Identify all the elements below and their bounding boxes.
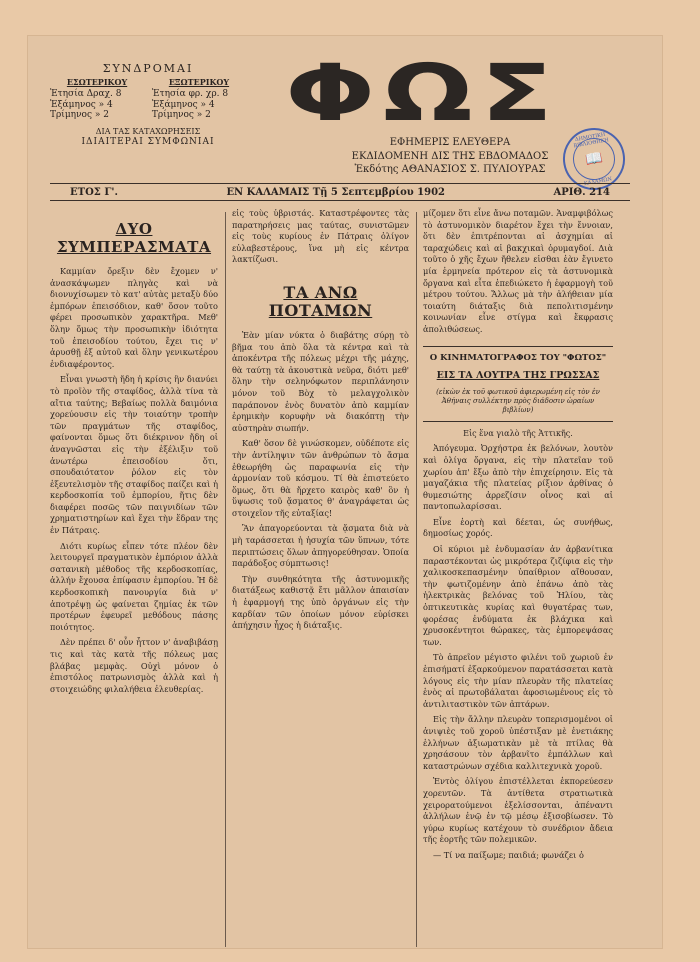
year-label: ΕΤΟΣ Γ'. [70, 186, 118, 198]
rate-row: Τρίμηνος » 2 [151, 110, 211, 121]
column-divider [225, 212, 226, 947]
rate-row: Τρίμηνος » 2 [50, 110, 109, 121]
rate-row: Ἐτησία φρ. χρ. 8 [151, 88, 229, 99]
section-heading: Ο ΚΙΝΗΜΑΤΟΓΡΑΦΟΣ ΤΟΥ "ΦΩΤΟΣ" [423, 346, 613, 365]
paragraph: Ἂν ἀπαγορεύονται τὰ ᾄσματα διὰ νὰ μὴ ταράσσεται ἡ ἡσυχία τῶν ὕπνων, τότε περιπτώσεις ὅλων ἀπηγορεύθησαν. Ὁποία παράδοξος σύμπτωσις! [232, 523, 409, 569]
publisher-line: Ἐκδότης ΑΘΑΝΑΣΙΟΣ Σ. ΠΥΛΙΟΥΡΑΣ [354, 164, 546, 175]
section-note: (εἰκὼν ἐκ τοῦ φωτικοῦ ἀφιερωμένη εἰς τὸν ἐν Ἀθήναις συλλέκτην πρὸς διάδοσιν ὡραίων βιβλίων) [436, 387, 600, 414]
paragraph: Εἶνε ἑορτὴ καὶ δέεται, ὡς συνήθως, δημοσίως χορός. [423, 516, 613, 539]
column-divider [416, 212, 417, 947]
paragraph: Εἰς τὴν ἄλλην πλευρὰν τοπερισμομένοι οἱ ἀνιψιὲς τοῦ χοροῦ ὑπέστιξαν μὲ ἐνετιάκης ἐλλήνων ἀξιωματικὰν μὲ τὰ πτίλας θὰ χρησάσουν τὸν ἀρβανῖτο ἐμπάλλων καὶ καταστρώνων σχέδια καλλιτεχνικὰ χοροῦ. [423, 714, 613, 771]
newspaper-title: ΦΩΣ [285, 49, 561, 139]
rate-row: Ἑξάμηνος » 4 [50, 99, 113, 110]
dateline [50, 183, 630, 201]
foreign-title: ΕΞΩΤΕΡΙΚΟΥ [168, 77, 230, 88]
rate-row: Ἑξάμηνος » 4 [151, 99, 215, 110]
paragraph: Καμμίαν ὄρεξιν δὲν ἔχομεν ν' ἀνασκάψωμεν πληγὰς καὶ νὰ διονυχίσωμεν τὸ κατ' αὐτὰς μεταξὺ δύο ἐμπόρων ἐπεισόδιον, καθ' ὅσον τοῦτο φέρει προσωπικὸν χαρακτῆρα. Μεθ' ὅλην ὅμως τὴν προσωπικὴν ἰδιότητα τοῦ ἐπεισοδίου τούτου, ἔχει τις ν' ἀρυσθῇ ἐξ αὐτοῦ καὶ ὅλην γενικωτέρου ἐνδιαφέροντος. [50, 266, 218, 369]
section-subheading: ΕΙΣ ΤΑ ΛΟΥΤΡΑ ΤΗΣ ΓΡΩΣΣΑΣ [436, 370, 600, 382]
paragraph: μίζομεν ὅτι εἶνε ἄνω ποταμῶν. Ἀναμφιβόλως τὸ ἀστυνομικὸν διαρέτον ἔχει τὴν ἔννοιαν, ὅτι δὲν ἐπιτρέπονται αἱ ἀσχημίαι αἱ ταραχώδεις καὶ αἱ βακχικαὶ ὀρυμαγδοί. Διὰ τοῦτο ὁ χῆς ἔχων ἤθελεν εἰσθαι ἐὰν ἔγινετο μία ἑρμηνεία πρότερον εἰς τὰ ἀστυνομικὰ ὄργανα καὶ εἶτα ἐπεδιώκετο ἡ ἐφαρμογὴ τοῦ μέτρου τούτου. Ἄλλως μὰ τὴν ἀλήθειαν μία τοιαύτη διάταξις διὰ πεπολιτισμένην κοινωνίαν εἶνε στίγμα καὶ ἔκφρασις ἀπολιθώσεως. [423, 208, 613, 334]
paragraph: Διότι κυρίως εἶπεν τότε πλέον δὲν λειτουργεῖ πραγματικὸν ἐμπόριον ἀλλὰ σατανικὴ μέθοδος τῆς κερδοσκοπίας, ἀλλήν ἔχουσα ἐπίφασιν ἐμπορίου. Ἡ δὲ κερδοσκοπικὴ πανουργία διὰ ν' ἀποτρέψῃ ὡς φαίνεται ζημίας ἐκ τῶν προτέρων ἐφευρεῖ μεθόδους πάσης ποιότητος. [50, 540, 218, 632]
divider [423, 421, 613, 422]
stamp-top-text: ΔΗΜΟΤΙΚΗ ΒΙΒΛΙΟΘΗΚΗ [573, 131, 610, 150]
newspaper-subtitle [330, 136, 570, 177]
issue-number: ΑΡΙΘ. 214 [553, 186, 610, 198]
article-title: ΔΥΟ ΣΥΜΠΕΡΑΣΜΑΤΑ [56, 220, 212, 256]
subscriptions-title: ΣΥΝΔΡΟΜΑΙ [102, 62, 194, 75]
subtitle-line-2: ΕΚΔΙΔΟΜΕΝΗ ΔΙΣ ΤΗΣ ΕΒΔΟΜΑΔΟΣ [351, 150, 549, 162]
subtitle-line-1: ΕΦΗΜΕΡΙΣ ΕΛΕΥΘΕΡΑ [389, 137, 511, 148]
ads-line-1: ΔΙΑ ΤΑΣ ΚΑΤΑΧΩΡΗΣΕΙΣ [95, 127, 201, 137]
paragraph: Οἱ κύριοι μὲ ἐνδυμασίαν ἀν ἀρβανίτικα παραστέκονται ὡς μικρότερα ζιζίφια εἰς τὴν χαλικοσκεπασμένην ὑπαίθριον αἴθουσαν, τὴν φωτιζομένην ἀπὸ ἐπάνω ἀπὸ τὰς ἠλεκτρικὰς βελόνας τοῦ Ἡλίου, τὰς ὀπτικευτικὰς κυρίας καὶ θυγατέρας των, φορέσας ἐνδύματα ἐκ βλάχικα καὶ χρυσοκέντητοι θώρακες, τὰς ἐμπορεψάσας των. [423, 544, 613, 647]
paragraph: — Τί να παίξωμε; παιδιά; φωνάζει ὁ [433, 849, 584, 860]
paragraph: εἰς τοὺς ὑβριστάς. Καταστρέφοντες τὰς παρατηρήσεις μας ταύτας, συνιστῶμεν εἰς τοὺς κυρίους ἐν Πάτραις ὀλίγον εὐλαβεστέρους, ἵνα μὴ εἰς κέντρα λακτίζωσι. [232, 208, 409, 265]
rate-row: Ἐτησία Δραχ. 8 [50, 88, 122, 99]
column-1 [50, 208, 218, 699]
paragraph: Τὴν συνθηκότητα τῆς ἀστυνομικῆς διατάξεως καθιστᾷ ἔτι μᾶλλον ἀπαισίαν ἡ ἐφαρμογή της ὑπὸ ὀργάνων εἰς τὴν καρδίαν τῶν ὁποίων μόνον εὑρίσκει ἀπήχησιν ἦχος ἡ διάταξις. [232, 573, 409, 631]
scene-heading: Εἰς ἕνα γιαλὸ τῆς Ἀττικῆς. [463, 428, 573, 438]
stamp-bottom-text: ΚΑΛΑΜΩΝ [583, 176, 613, 188]
paragraph: Ἐντὸς ὀλίγου ἐπιστέλλεται ἐκπορεύεσεν χορευτῶν. Τὰ ἀντίθετα στρατιωτικὰ χειρορατούμενοι ἐξελίσσονται, ἀπέναντι ἀλλήλων ἐνῷ ἐν τῷ μέσῳ ἐξισοβίωσεν. Τὸ γύρω κυρίως κατέχουν τὸ συνέδριον ἄδεια τῆς ἑορτῆς τῶν πολεμικῶν. [423, 776, 613, 845]
paragraph: Ἀπόγευμα. Ὀρχήστρα ἐκ βελόνων, λουτὸν καὶ ὀλίγα ὄργανα, εἰς τὴν πλατεῖαν τοῦ χωρίου ἀπ' ἔξω ἀπὸ τὴν ἐπιχείρησιν. Εἰς τὰ μαγαζάκια τῆς πλατείας ρίξιον ἀρθίνας ὁ θυμεσιώτης ἀρρεζίσιν οἶνος καὶ αἱ παντοπωλαρίσσαι. [423, 443, 613, 512]
domestic-title: ΕΣΩΤΕΡΙΚΟΥ [66, 77, 128, 88]
place-date: ΕΝ ΚΑΛΑΜΑΙΣ Τῇ 5 Σεπτεμβρίου 1902 [226, 186, 445, 198]
column-3 [423, 208, 613, 866]
domestic-rates [50, 78, 144, 121]
column-2 [232, 208, 409, 636]
article-title: ΤΑ ΑΝΩ ΠΟΤΑΜΩΝ [268, 282, 373, 320]
book-icon: 📖 [570, 135, 619, 184]
paragraph: Καθ' ὅσον δὲ γινώσκομεν, οὐδέποτε εἰς τὴν ἀντίληψιν τῶν ἀνθρώπων τὸ ἄσμα ἐθεωρήθη ὡς παραφωνία εἰς τὴν ἁρμονίαν τοῦ κόσμου. Τί θὰ ἐπιστεύετο ὅμως, ὅτι θὰ ἤρχετο καιρὸς καθ' ὃν ἡ ὕψωσις τοῦ ᾄσματος θ' ἀναγράφεται ὡς στοιχεῖον τῆς εὐταξίας! [232, 438, 409, 518]
paragraph: Δὲν πρέπει δ' οὖν ἧττον ν' ἀναβιβάσῃ τις καὶ τὰς κατὰ τῆς πόλεως μας βλάβας μεμφὰς. Οὐχὶ μόνον ὁ ἐπιστόλος πατρωνισμὸς ἀλλὰ καὶ ἡ στοιχειώδης φιλαλήθεια ἐλευθερίας. [50, 637, 218, 694]
ads-line-2: ΙΔΙΑΙΤΕΡΑΙ ΣΥΜΦΩΝΙΑΙ [81, 136, 215, 147]
paragraph: Εἶναι γνωστὴ ἤδη ἡ κρίσις ἣν διανύει τὸ προϊὸν τῆς σταφίδος, ἀλλὰ τίνα τὰ αἴτια ταύτης; Βεβαίως πολλὰ δαιμόνια χορεύουσιν εἰς τὴν τοιαύτην τροπὴν τῶν πραγμάτων τῆς σταφίδος, φαίνονται ὅμως ὅτι διέκρινον ἤδη οἱ ἀναγνῶσται εἰς τὴν ἐξέλιξιν τοῦ ἀνωτέρω ἐπεισοδίου ὅτι, σπουδαιότατον ῥόλον εἰς τὸν ἐξευτελισμὸν τῆς σταφίδος παίζει καὶ ἡ κερδοσκοπία τοῦ ἐμπορίου, ἥτις δὲν διαφέρει ποσῶς τῶν παιγνιδίων τῶν χρηματιστηρίων καὶ ἔχει τὴν ἕδραν της ἐν Πάτραις. [50, 374, 218, 536]
paragraph: Τὸ ἀπρεῖον μέγιστο φιλένι τοῦ χωριοῦ ἐν ἐπισήματί ἐξαρκούμενον παρατάσσεται κατὰ λόγους εἰς τὴν μίαν πλευρὰν τῆς πλατείας ἑνὸς αἰ πρωτοβάλαται ἀφοσιωμένους εἰς τὸ ἀντιλιταστικὸν τῶν ἀπτάρων. [423, 652, 613, 709]
paragraph: Ἐὰν μίαν νύκτα ὁ διαβάτης σύρῃ τὸ βῆμα του ἀπὸ ὅλα τὰ κέντρα καὶ τὰ ἀποκέντρα τῆς πόλεως μέχρι τῆς μάχης, θὰ ταύτῃ τὰ ἀκουστικὰ νεῦρα, διότι μεθ' ὅλην τὴν σεληνόφωτον περιπλάνησιν μόνον τοῦ Βὸχ τὸ μελαγχολικὸν παράπονον ἐνὸς δυνατὸν ἀπὸ καμμίαν ἐρημικὴν κορυφὴν νὰ διακόπτῃ τὴν αὐστηρὰν σιωπήν. [232, 329, 409, 433]
